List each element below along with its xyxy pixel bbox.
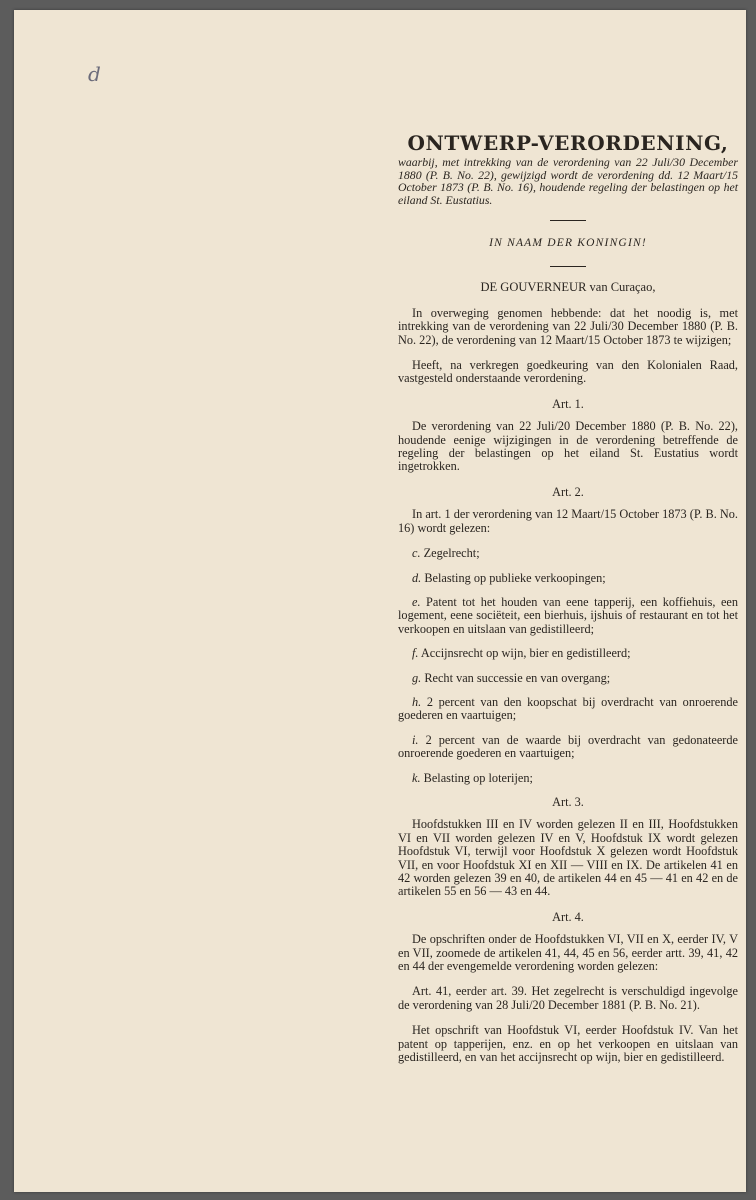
list-item [398, 696, 738, 723]
item-letter: f. [412, 646, 419, 661]
item-text: Belasting op loterijen; [423, 770, 533, 785]
governor-line: DE GOUVERNEUR van Curaçao, [480, 280, 656, 295]
invocation: IN NAAM DER KONINGIN! [489, 237, 647, 249]
document-title: ONTWERP-VERORDENING, [407, 131, 729, 155]
article-heading: Art. 3. [552, 794, 584, 809]
article-heading: Art. 2. [552, 484, 584, 499]
divider-rule [550, 266, 586, 267]
item-letter: k. [412, 770, 421, 785]
article-heading: Art. 4. [552, 909, 584, 924]
item-letter: c. [412, 546, 421, 561]
list-item [398, 734, 738, 761]
article-text: In art. 1 der verordening van 12 Maart/15 October 1873 (P. B. No. 16) wordt gelezen: [398, 507, 738, 535]
list-item [398, 647, 738, 660]
article-text: Hoofdstukken III en IV worden gelezen II en III, Hoofdstukken VI en VII worden gelezen IV en V, Hoofdstuk IX wordt gelezen Hoofdstuk VI, terwijl voor Hoofdstuk X gelezen wordt Hoofdstuk VII, en voor Hoofdstuk XI en XII — VIII en IX. De artikelen 41 en 42 worden gelezen 39 en 40, de artikelen 44 en 45 — 41 en 42 en de artikelen 55 en 56 — 43 en 44. [398, 817, 738, 899]
document-page [14, 10, 746, 1192]
item-text: Recht van successie en van overgang; [424, 670, 611, 685]
document-subtitle: waarbij, met intrekking van de verordening van 22 Juli/30 December 1880 (P. B. No. 22), gewijzigd wordt de verordening dd. 12 Maart/15 October 1873 (P. B. No. 16), houdende regeling der belastingen op het eiland St. Eustatius. [398, 155, 738, 207]
item-letter: e. [412, 594, 421, 609]
intro-paragraph: Heeft, na verkregen goedkeuring van den Kolonialen Raad, vastgesteld onderstaande verordening. [398, 358, 738, 386]
item-text: 2 percent van de waarde bij overdracht van gedonateerde onroerende goederen en vaartuigen; [398, 732, 739, 761]
item-text: 2 percent van den koopschat bij overdracht van onroerende goederen en vaartuigen; [398, 694, 738, 723]
list-item [398, 772, 738, 785]
margin-handwritten-note: d [88, 62, 101, 86]
item-text: Accijnsrecht op wijn, bier en gedistilleerd; [420, 646, 631, 661]
article-text: Art. 41, eerder art. 39. Het zegelrecht is verschuldigd ingevolge de verordening van 28 Juli/20 December 1881 (P. B. No. 21). [398, 984, 738, 1012]
list-item [398, 596, 738, 636]
item-text: Belasting op publieke verkoopingen; [424, 570, 606, 585]
article-text: Het opschrift van Hoofdstuk VI, eerder Hoofdstuk IV. Van het patent op tapperijen, enz. en op het verkoopen en uitslaan van gedistilleerd, en van het accijnsrecht op wijn, bier en gedistilleerd. [398, 1023, 738, 1065]
list-item [398, 547, 738, 560]
item-text: Zegelrecht; [423, 546, 480, 561]
article-text: De verordening van 22 Juli/20 December 1880 (P. B. No. 22), houdende eenige wijzigingen in de verordening betreffende de regeling der belastingen op het eiland St. Eustatius wordt ingetrokken. [398, 419, 738, 474]
intro-paragraph: In overweging genomen hebbende: dat het noodig is, met intrekking van de verordening van 22 Juli/30 December 1880 (P. B. No. 22), de verordening van 12 Maart/15 October 1873 te wijzigen; [398, 305, 738, 347]
divider-rule [550, 220, 586, 221]
article-heading: Art. 1. [552, 396, 584, 411]
article-text: De opschriften onder de Hoofdstukken VI, VII en X, eerder IV, V en VII, zoomede de artikelen 41, 44, 45 en 56, eerder artt. 39, 41, 42 en 44 der evengemelde verordening worden gelezen: [398, 932, 738, 974]
item-text: Patent tot het houden van eene tapperij, een koffiehuis, een logement, eene sociëteit, een bierhuis, ijshuis of restaurant en tot het verkoopen en uitslaan van gedistilleerd; [398, 594, 739, 636]
item-letter: h. [412, 694, 422, 709]
list-item [398, 672, 738, 685]
item-letter: g. [412, 670, 422, 685]
item-letter: d. [412, 570, 422, 585]
text-column [398, 130, 738, 1076]
item-letter: i. [412, 732, 419, 747]
list-item [398, 572, 738, 585]
